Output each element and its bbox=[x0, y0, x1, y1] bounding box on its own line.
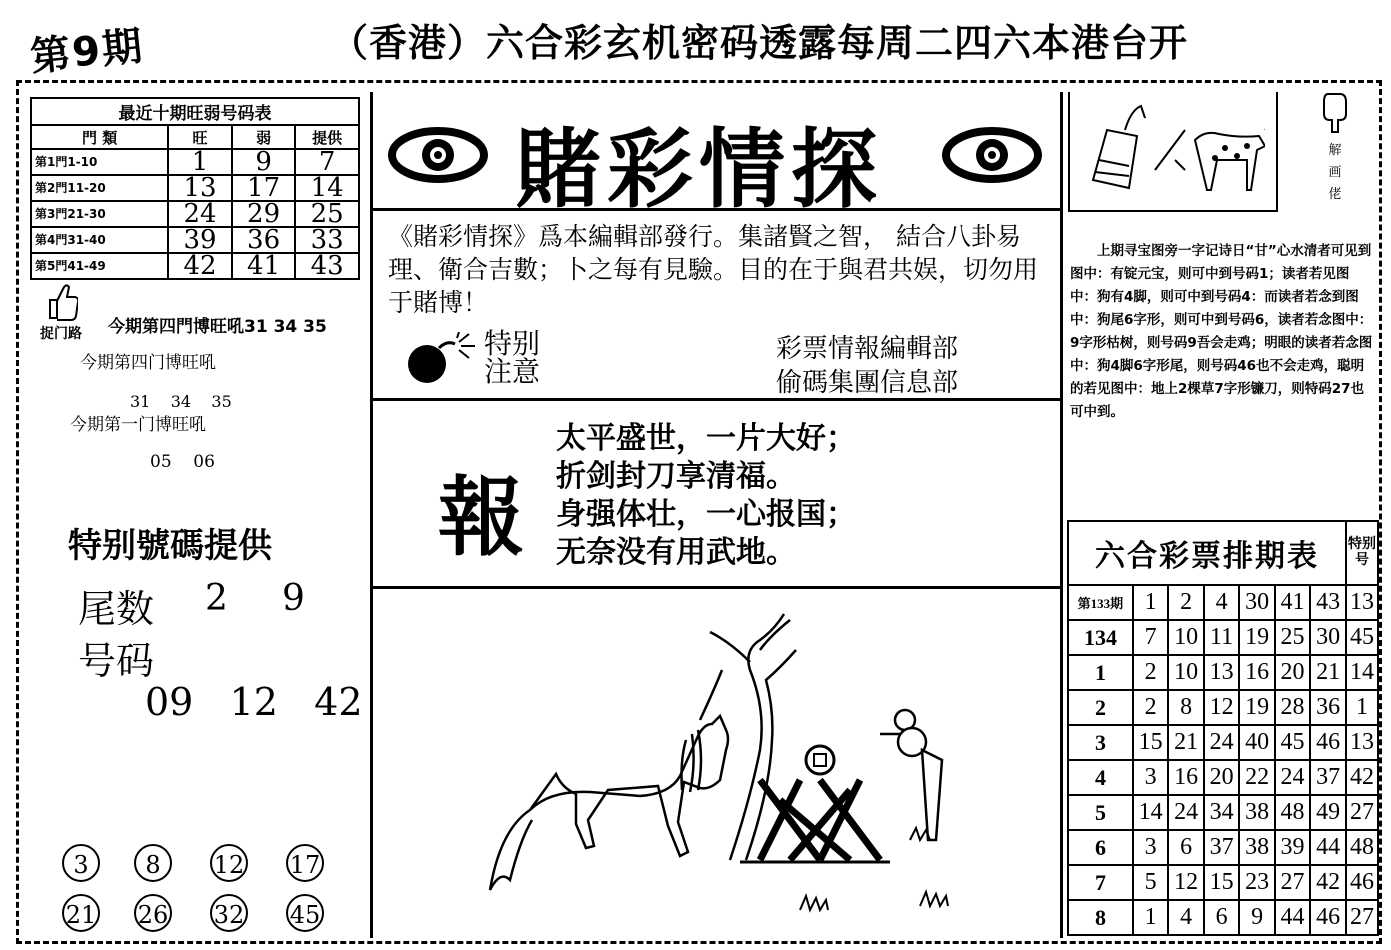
number-cell: 1 bbox=[1133, 900, 1168, 935]
table-row bbox=[1068, 795, 1378, 830]
table-title: 最近十期旺弱号码表 bbox=[31, 98, 359, 125]
number-cell: 15 bbox=[1133, 725, 1168, 760]
cell-tigong: 14 bbox=[295, 175, 359, 201]
row-label: 第4門31-40 bbox=[31, 227, 168, 253]
intro-text: 《賭彩情探》爲本編輯部發行。集諸賢之智， 結合八卦易理、衛合吉數；卜之每有見驗。目的在于與君共娱，切勿用于賭博！ bbox=[388, 222, 1039, 317]
tail-value: 2 bbox=[205, 578, 228, 619]
notice-line: 注意 bbox=[484, 355, 541, 388]
number-cell: 24 bbox=[1168, 795, 1203, 830]
divider bbox=[1060, 92, 1063, 938]
number-cell: 44 bbox=[1275, 900, 1310, 935]
cell-wang: 24 bbox=[168, 201, 232, 227]
eye-icon bbox=[942, 122, 1042, 188]
period-cell: 7 bbox=[1068, 865, 1133, 900]
number-cell: 10 bbox=[1168, 620, 1203, 655]
number-cell: 12 bbox=[1168, 865, 1203, 900]
divider bbox=[370, 398, 1063, 401]
tail-label: 尾数 bbox=[78, 587, 155, 631]
number-cell: 23 bbox=[1239, 865, 1274, 900]
hint-line: 今期第四門博旺吼31 34 35 bbox=[108, 317, 327, 337]
table-header: 旺 bbox=[168, 125, 232, 149]
number-cell: 14 bbox=[1133, 795, 1168, 830]
number-circle: 26 bbox=[134, 894, 172, 932]
number-cell: 39 bbox=[1275, 830, 1310, 865]
riddle-text: 上期寻宝图旁一字记诗日“甘”心水清者可见到图中：有锭元宝，则可中到号码1；读者若见图中：狗有4脚，则可中到号码4：而读者若念到图中：狗尾6字形，则可中到号码6，读者若念图中：9字形枯树，则号码9吾会走鸡；明眼的读者若念图中：狗4脚6字形尾，则号码46也不会走鸡，聪明的若见图中：地上2棵草7字形镰刀，则特码27也可中到。 bbox=[1070, 243, 1373, 420]
gourd-figure-drawing bbox=[880, 710, 942, 840]
number-cell: 15 bbox=[1204, 865, 1239, 900]
special-number-cell: 1 bbox=[1346, 690, 1378, 725]
period-cell: 第133期 bbox=[1068, 585, 1133, 620]
number-cell: 6 bbox=[1168, 830, 1203, 865]
number-circle: 45 bbox=[286, 894, 324, 932]
riddle-caption: 解画佬 bbox=[1328, 143, 1342, 202]
table-row bbox=[31, 175, 359, 201]
cell-ruo: 41 bbox=[232, 253, 296, 279]
number-cell: 21 bbox=[1168, 725, 1203, 760]
bao-character: 報 bbox=[438, 467, 524, 568]
code-values: 09 12 42 bbox=[145, 680, 363, 724]
number-cell: 27 bbox=[1275, 865, 1310, 900]
table-row bbox=[1068, 655, 1378, 690]
table-header: 弱 bbox=[232, 125, 296, 149]
number-circle: 8 bbox=[134, 844, 172, 882]
number-cell: 4 bbox=[1204, 585, 1239, 620]
cell-wang: 42 bbox=[168, 253, 232, 279]
period-cell: 134 bbox=[1068, 620, 1133, 655]
number-cell: 44 bbox=[1310, 830, 1346, 865]
period-cell: 5 bbox=[1068, 795, 1133, 830]
period-cell: 8 bbox=[1068, 900, 1133, 935]
number-cell: 41 bbox=[1275, 585, 1310, 620]
period-cell: 6 bbox=[1068, 830, 1133, 865]
number-cell: 49 bbox=[1310, 795, 1346, 830]
period-cell: 4 bbox=[1068, 760, 1133, 795]
special-title: 特别號碼提供 bbox=[68, 526, 272, 566]
schedule-special-header: 特别号 bbox=[1346, 521, 1378, 585]
number-cell: 43 bbox=[1310, 585, 1346, 620]
number-cell: 25 bbox=[1275, 620, 1310, 655]
number-cell: 16 bbox=[1168, 760, 1203, 795]
table-row bbox=[1068, 865, 1378, 900]
number-cell: 5 bbox=[1133, 865, 1168, 900]
number-cell: 46 bbox=[1310, 725, 1346, 760]
number-cell: 4 bbox=[1168, 900, 1203, 935]
number-cell: 19 bbox=[1239, 690, 1274, 725]
riddle-image bbox=[1085, 100, 1265, 200]
number-cell: 20 bbox=[1204, 760, 1239, 795]
crossed-sticks-drawing bbox=[740, 780, 890, 862]
number-cell: 36 bbox=[1310, 690, 1346, 725]
special-number-cell: 48 bbox=[1346, 830, 1378, 865]
poem-line: 太平盛世，一片大好； bbox=[556, 421, 856, 456]
special-number-cell: 27 bbox=[1346, 795, 1378, 830]
number-cell: 6 bbox=[1204, 900, 1239, 935]
number-circle: 21 bbox=[62, 894, 100, 932]
number-cell: 3 bbox=[1133, 830, 1168, 865]
row-label: 第1門1-10 bbox=[31, 149, 168, 175]
table-row bbox=[31, 149, 359, 175]
special-number-cell: 14 bbox=[1346, 655, 1378, 690]
cell-wang: 39 bbox=[168, 227, 232, 253]
thumbs-up-icon bbox=[44, 282, 78, 322]
cell-ruo: 17 bbox=[232, 175, 296, 201]
number-cell: 12 bbox=[1204, 690, 1239, 725]
special-number-cell: 42 bbox=[1346, 760, 1378, 795]
number-cell: 21 bbox=[1310, 655, 1346, 690]
cell-ruo: 9 bbox=[232, 149, 296, 175]
number-cell: 37 bbox=[1310, 760, 1346, 795]
number-cell: 45 bbox=[1275, 725, 1310, 760]
cell-ruo: 29 bbox=[232, 201, 296, 227]
cell-ruo: 36 bbox=[232, 227, 296, 253]
number-cell: 22 bbox=[1239, 760, 1274, 795]
number-cell: 24 bbox=[1204, 725, 1239, 760]
number-cell: 11 bbox=[1204, 620, 1239, 655]
cell-tigong: 33 bbox=[295, 227, 359, 253]
masthead-title: 賭彩情探 bbox=[515, 119, 883, 220]
notice-line: 特别 bbox=[484, 327, 541, 360]
number-cell: 7 bbox=[1133, 620, 1168, 655]
number-cell: 38 bbox=[1239, 830, 1274, 865]
special-number-cell: 46 bbox=[1346, 865, 1378, 900]
number-cell: 42 bbox=[1310, 865, 1346, 900]
period-cell: 2 bbox=[1068, 690, 1133, 725]
number-cell: 13 bbox=[1204, 655, 1239, 690]
cell-tigong: 7 bbox=[295, 149, 359, 175]
headline: （香港）六合彩玄机密码透露每周二四六本港台开 bbox=[330, 21, 1189, 65]
table-row bbox=[1068, 585, 1378, 620]
table-row bbox=[1068, 620, 1378, 655]
special-number-cell: 13 bbox=[1346, 585, 1378, 620]
hint-numbers: 05 06 bbox=[150, 452, 215, 472]
table-row bbox=[1068, 900, 1378, 935]
period-cell: 1 bbox=[1068, 655, 1133, 690]
tail-value: 9 bbox=[282, 578, 305, 619]
number-circle: 12 bbox=[210, 844, 248, 882]
number-cell: 3 bbox=[1133, 760, 1168, 795]
pointing-hand-icon bbox=[1320, 90, 1350, 136]
table-row bbox=[1068, 690, 1378, 725]
number-circle: 3 bbox=[62, 844, 100, 882]
hint-line: 今期第一门博旺吼 bbox=[70, 415, 206, 435]
special-number-cell: 13 bbox=[1346, 725, 1378, 760]
bomb-icon bbox=[405, 332, 477, 386]
table-row bbox=[31, 227, 359, 253]
table-row bbox=[1068, 830, 1378, 865]
divider bbox=[370, 586, 1063, 589]
hot-cold-table bbox=[30, 97, 360, 280]
number-cell: 30 bbox=[1239, 585, 1274, 620]
number-cell: 2 bbox=[1168, 585, 1203, 620]
cell-tigong: 43 bbox=[295, 253, 359, 279]
period-cell: 3 bbox=[1068, 725, 1133, 760]
table-row bbox=[31, 253, 359, 279]
poem-line: 身强体壮，一心报国； bbox=[556, 497, 856, 532]
row-label: 第3門21-30 bbox=[31, 201, 168, 227]
table-header: 門 類 bbox=[31, 125, 168, 149]
riddle-illustration bbox=[450, 600, 1010, 930]
number-cell: 2 bbox=[1133, 690, 1168, 725]
poem-line: 无奈没有用武地。 bbox=[556, 535, 796, 570]
schedule-title: 六合彩票排期表 bbox=[1068, 521, 1346, 585]
number-cell: 34 bbox=[1204, 795, 1239, 830]
issue-number: 第9期 bbox=[28, 23, 147, 81]
schedule-table bbox=[1067, 520, 1379, 936]
number-cell: 20 bbox=[1275, 655, 1310, 690]
eye-icon bbox=[388, 122, 488, 188]
table-row bbox=[1068, 725, 1378, 760]
number-cell: 37 bbox=[1204, 830, 1239, 865]
special-number-cell: 45 bbox=[1346, 620, 1378, 655]
number-cell: 30 bbox=[1310, 620, 1346, 655]
number-circle: 32 bbox=[210, 894, 248, 932]
number-cell: 10 bbox=[1168, 655, 1203, 690]
number-cell: 8 bbox=[1168, 690, 1203, 725]
number-cell: 19 bbox=[1239, 620, 1274, 655]
number-cell: 28 bbox=[1275, 690, 1310, 725]
poem-line: 折剑封刀享清福。 bbox=[556, 459, 796, 494]
number-cell: 1 bbox=[1133, 585, 1168, 620]
number-cell: 46 bbox=[1310, 900, 1346, 935]
number-cell: 2 bbox=[1133, 655, 1168, 690]
number-cell: 40 bbox=[1239, 725, 1274, 760]
code-label: 号码 bbox=[78, 639, 155, 683]
publisher: 彩票情報編輯部 bbox=[776, 334, 959, 364]
cell-wang: 1 bbox=[168, 149, 232, 175]
divider bbox=[370, 92, 373, 938]
number-cell: 16 bbox=[1239, 655, 1274, 690]
number-cell: 24 bbox=[1275, 760, 1310, 795]
table-row bbox=[31, 201, 359, 227]
row-label: 第2門11-20 bbox=[31, 175, 168, 201]
horse-drawing bbox=[490, 716, 728, 890]
publisher: 偷碼集團信息部 bbox=[776, 368, 959, 398]
thumb-label: 捉门路 bbox=[40, 326, 82, 342]
number-cell: 38 bbox=[1239, 795, 1274, 830]
special-number-cell: 27 bbox=[1346, 900, 1378, 935]
number-cell: 9 bbox=[1239, 900, 1274, 935]
table-header: 提供 bbox=[295, 125, 359, 149]
hint-line: 今期第四门博旺吼 bbox=[80, 353, 216, 373]
row-label: 第5門41-49 bbox=[31, 253, 168, 279]
number-cell: 48 bbox=[1275, 795, 1310, 830]
hint-numbers: 31 34 35 bbox=[130, 392, 232, 411]
table-row bbox=[1068, 760, 1378, 795]
number-circle: 17 bbox=[286, 844, 324, 882]
cell-wang: 13 bbox=[168, 175, 232, 201]
cell-tigong: 25 bbox=[295, 201, 359, 227]
